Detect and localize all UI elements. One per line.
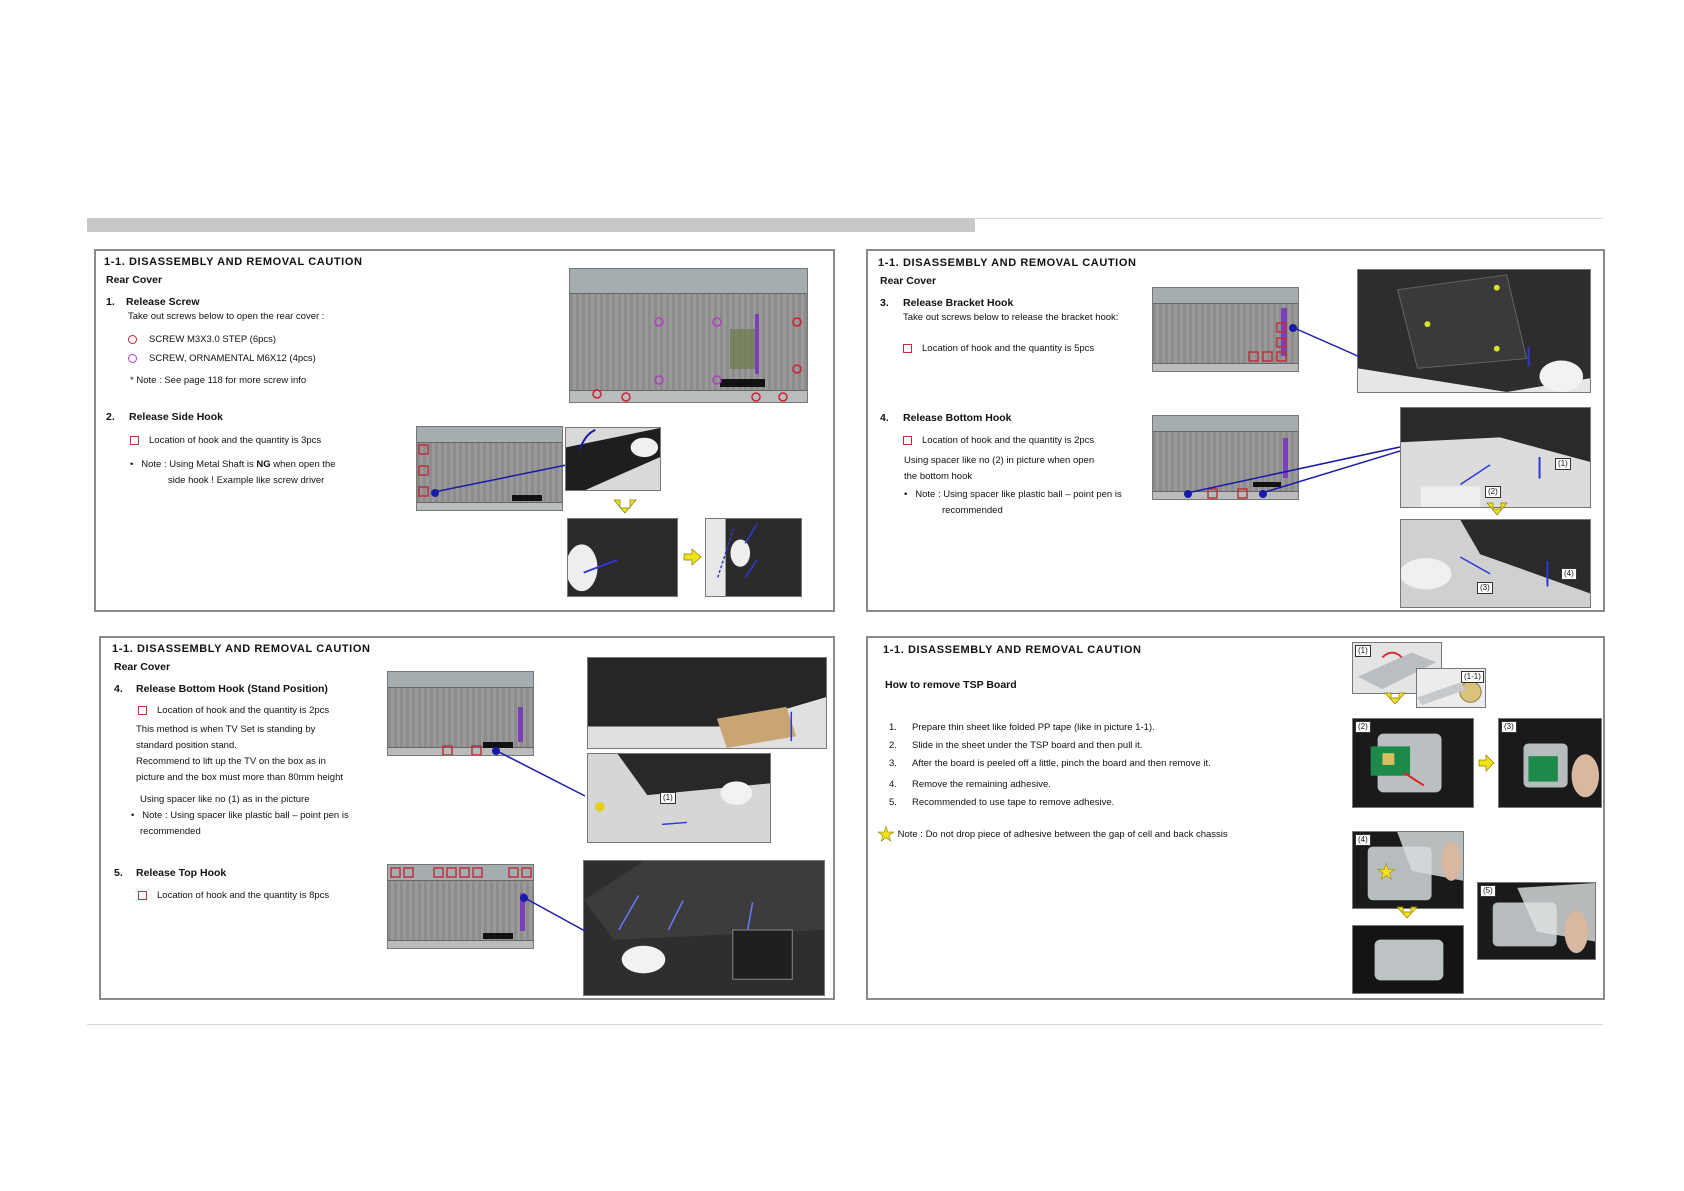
step-number: 4. — [114, 683, 123, 695]
step-num: 2. — [889, 740, 897, 751]
step-text: Recommend to lift up the TV on the box as in — [136, 756, 326, 767]
step-title: Release Bracket Hook — [903, 297, 1014, 309]
photo-tape-1-1 — [1416, 668, 1486, 708]
tv-top-hook-diagram — [387, 864, 534, 949]
list-item — [889, 795, 1211, 813]
list-item — [889, 777, 1211, 795]
step-text: Take out screws below to release the bracket hook: — [903, 312, 1119, 323]
step-title: Release Side Hook — [129, 411, 223, 423]
panel-subtitle: Rear Cover — [880, 275, 937, 287]
photo-bracket-hook — [1357, 269, 1591, 393]
tv-rear-diagram — [569, 268, 808, 403]
label-1: (1) — [1355, 645, 1371, 657]
step-number: 4. — [880, 412, 889, 424]
photo-hook-lift — [565, 427, 661, 491]
photo-bottom-hook-2 — [1400, 519, 1591, 608]
panel-title: 1-1. DISASSEMBLY AND REMOVAL CAUTION — [878, 257, 1137, 269]
step-num: 1. — [889, 722, 897, 733]
step-title: Release Bottom Hook (Stand Position) — [136, 683, 328, 695]
diagram-bottom-band — [417, 502, 562, 510]
note-text: recommended — [140, 826, 201, 837]
label-1: (1) — [660, 792, 676, 804]
step-title: Release Screw — [126, 296, 200, 308]
red-square-icon — [903, 344, 912, 353]
svg-text:★: ★ — [1376, 859, 1396, 884]
screw-legend-2 — [128, 351, 316, 367]
note-text: side hook ! Example like screw driver — [168, 475, 325, 486]
diagram-top-band — [570, 269, 807, 294]
step-text: This method is when TV Set is standing by — [136, 724, 316, 735]
panel-title: 1-1. DISASSEMBLY AND REMOVAL CAUTION — [104, 256, 363, 268]
diagram-bottom-band — [1153, 363, 1298, 371]
legend-text: Location of hook and the quantity is 3pcs — [149, 435, 322, 446]
tv-bottom-hook-diagram — [1152, 415, 1299, 500]
screw-legend-1 — [128, 332, 276, 348]
panel-stand-position — [99, 636, 835, 1000]
hook-legend — [138, 703, 329, 719]
caution-note — [877, 824, 1228, 846]
photo-tape-clean — [1477, 882, 1596, 960]
diagram-top-band — [1153, 416, 1298, 432]
header-bar — [87, 218, 975, 232]
legend-text: Location of hook and the quantity is 5pcs — [922, 343, 1095, 354]
step-num: 3. — [889, 758, 897, 769]
step-text: the bottom hook — [904, 471, 973, 482]
photo-pull-cover — [567, 518, 678, 597]
note-part: Note : Using spacer like plastic ball – point pen is — [142, 810, 349, 821]
red-square-icon — [138, 706, 147, 715]
step-number: 3. — [880, 297, 889, 309]
diagram-top-band — [1153, 288, 1298, 304]
panel-title: 1-1. DISASSEMBLY AND REMOVAL CAUTION — [883, 644, 1142, 656]
red-square-icon — [903, 436, 912, 445]
note-text: Note : Do not drop piece of adhesive between the gap of cell and back chassis — [897, 829, 1228, 840]
step-list — [889, 720, 1211, 813]
note-part: when open the — [270, 459, 336, 470]
tv-stand-diagram — [387, 671, 534, 756]
hook-legend — [138, 888, 329, 904]
step-title: Release Top Hook — [136, 867, 227, 879]
label-3: (3) — [1477, 582, 1493, 594]
list-item — [889, 720, 1211, 738]
photo-adhesive — [1352, 831, 1464, 909]
step-text: standard position stand. — [136, 740, 237, 751]
hook-legend — [903, 341, 1094, 357]
step-text: picture and the box must more than 80mm height — [136, 772, 344, 783]
note-text: * Note : See page 118 for more screw info — [130, 375, 307, 386]
hook-legend — [903, 433, 1094, 449]
step-number: 5. — [114, 867, 123, 879]
red-square-icon — [130, 436, 139, 445]
panel-title: 1-1. DISASSEMBLY AND REMOVAL CAUTION — [112, 643, 371, 655]
step-num: 4. — [889, 779, 897, 790]
photo-top-hook — [583, 860, 825, 996]
step-text: Prepare thin sheet like folded PP tape (like in picture 1-1). — [912, 722, 1155, 733]
label-1: (1) — [1555, 458, 1571, 470]
note-part: Note : Using Metal Shaft is — [141, 459, 257, 470]
step-number: 2. — [106, 411, 115, 423]
note-text: • Note : Using spacer like plastic ball – point pen is — [131, 810, 349, 821]
step-num: 5. — [889, 797, 897, 808]
magenta-circle-icon — [128, 354, 137, 363]
photo-box-lift — [587, 657, 827, 749]
label-4: (4) — [1561, 568, 1577, 580]
step-text: Take out screws below to open the rear cover : — [128, 311, 325, 322]
photo-tsp-slide — [1352, 718, 1474, 808]
note-ng: NG — [256, 459, 271, 470]
step-text: Remove the remaining adhesive. — [912, 779, 1051, 790]
step-text: Using spacer like no (1) as in the picture — [140, 794, 310, 805]
tv-bracket-diagram — [1152, 287, 1299, 372]
diagram-top-band — [388, 865, 533, 881]
legend-text: Location of hook and the quantity is 2pcs — [922, 435, 1095, 446]
legend-text: SCREW, ORNAMENTAL M6X12 (4pcs) — [149, 353, 316, 364]
panel-subtitle: How to remove TSP Board — [885, 679, 1017, 691]
red-square-icon — [138, 891, 147, 900]
step-title: Release Bottom Hook — [903, 412, 1012, 424]
panel-release-bracket-hook — [866, 249, 1605, 612]
diagram-top-band — [388, 672, 533, 688]
label-2: (2) — [1355, 721, 1371, 733]
label-4: (4) — [1355, 834, 1371, 846]
label-2: (2) — [1485, 486, 1501, 498]
legend-text: Location of hook and the quantity is 8pcs — [157, 890, 330, 901]
legend-text: Location of hook and the quantity is 2pcs — [157, 705, 330, 716]
panel-release-screw — [94, 249, 835, 612]
footer-rule — [87, 1024, 1603, 1025]
red-circle-icon — [128, 335, 137, 344]
legend-text: SCREW M3X3.0 STEP (6pcs) — [149, 334, 277, 345]
list-item — [889, 756, 1211, 777]
photo-clean — [1352, 925, 1464, 994]
hook-legend — [130, 433, 321, 449]
diagram-top-band — [417, 427, 562, 443]
step-text: Using spacer like no (2) in picture when open — [904, 455, 1095, 466]
note-text: • Note : Using Metal Shaft is NG when open the — [130, 459, 336, 470]
step-number: 1. — [106, 296, 115, 308]
panel-subtitle: Rear Cover — [106, 274, 163, 286]
photo-bottom-hook-1 — [1400, 407, 1591, 508]
step-text: Slide in the sheet under the TSP board and then pull it. — [912, 740, 1143, 751]
header-rule — [975, 218, 1603, 219]
note-text: • Note : Using spacer like plastic ball – point pen is — [904, 489, 1122, 500]
note-text: recommended — [942, 505, 1003, 516]
diagram-bottom-band — [388, 747, 533, 755]
diagram-bottom-band — [1153, 491, 1298, 499]
diagram-bottom-band — [570, 390, 807, 402]
label-1-1: (1-1) — [1461, 671, 1484, 683]
label-3: (3) — [1501, 721, 1517, 733]
step-text: After the board is peeled off a little, pinch the board and then remove it. — [912, 758, 1211, 769]
diagram-bottom-band — [388, 940, 533, 948]
panel-tsp-board — [866, 636, 1605, 1000]
step-text: Recommended to use tape to remove adhesive. — [912, 797, 1115, 808]
tv-side-hook-diagram — [416, 426, 563, 511]
note-part: Note : Using spacer like plastic ball – point pen is — [915, 489, 1122, 500]
label-5: (5) — [1480, 885, 1496, 897]
panel-subtitle: Rear Cover — [114, 661, 171, 673]
photo-open-cover — [705, 518, 802, 597]
photo-tsp-pinch — [1498, 718, 1602, 808]
star-icon: ★ — [877, 824, 895, 846]
list-item — [889, 738, 1211, 756]
photo-spacer — [587, 753, 771, 843]
